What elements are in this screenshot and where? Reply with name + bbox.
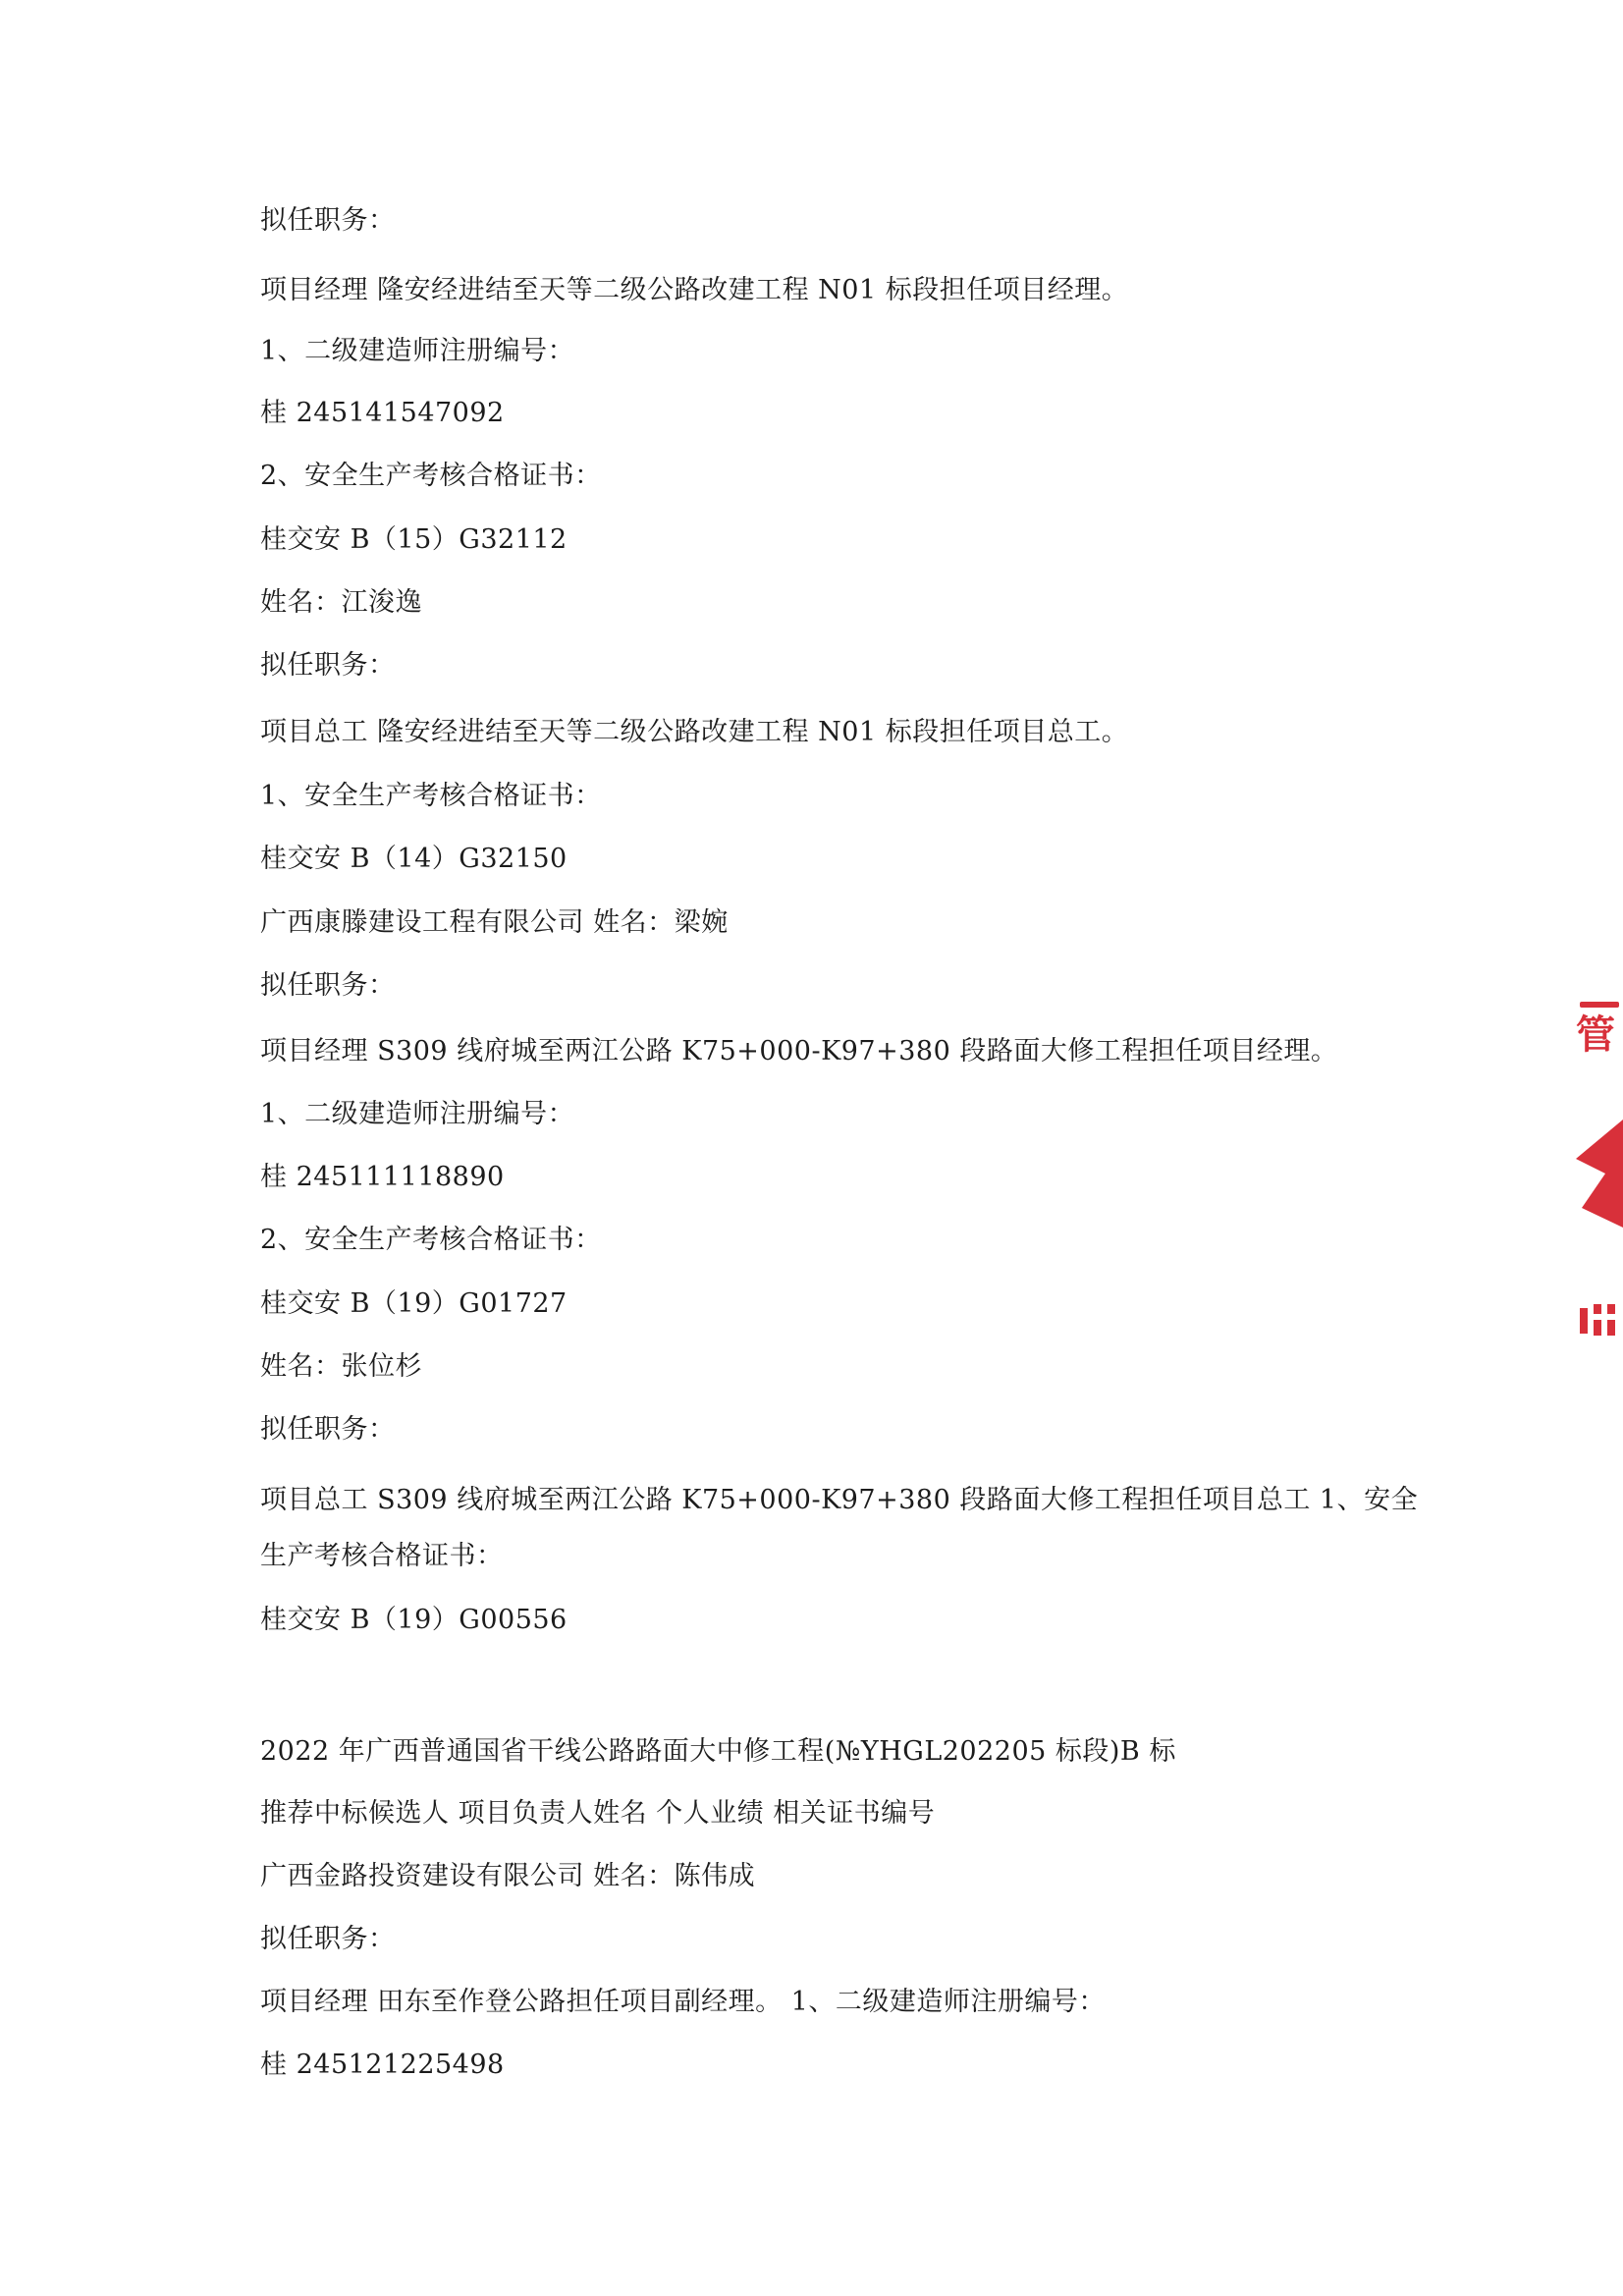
text-line: 广西康滕建设工程有限公司 姓名：梁婉: [260, 907, 729, 938]
text-line: 2、安全生产考核合格证书：: [260, 1225, 602, 1255]
text-line: 拟任职务：: [260, 205, 396, 236]
seal-dots-icon: [1578, 1304, 1621, 1338]
text-line: 桂交安 B（19）G00556: [260, 1605, 568, 1635]
seal-star-icon: [1576, 1120, 1623, 1228]
text-line: 姓名：江浚逸: [260, 587, 422, 618]
text-line: 生产考核合格证书：: [260, 1541, 504, 1571]
text-line: 桂交安 B（19）G01727: [260, 1288, 568, 1319]
section-heading: 2022 年广西普通国省干线公路路面大中修工程(№YHGL202205 标段)B 标: [260, 1736, 1176, 1767]
red-seal-fragment: [1576, 992, 1623, 1345]
text-line: 项目经理 隆安经进结至天等二级公路改建工程 N01 标段担任项目经理。: [260, 275, 1129, 305]
text-line: 姓名：张位杉: [260, 1351, 422, 1382]
text-line: 拟任职务：: [260, 650, 396, 681]
text-line: 拟任职务：: [260, 1924, 396, 1954]
text-line: 项目经理 田东至作登公路担任项目副经理。 1、二级建造师注册编号：: [260, 1987, 1106, 2017]
text-line: 拟任职务：: [260, 1414, 396, 1445]
text-line: 桂 245121225498: [260, 2050, 505, 2080]
text-line: 项目经理 S309 线府城至两江公路 K75+000-K97+380 段路面大修工程担任项目经理。: [260, 1036, 1338, 1066]
seal-character: 管: [1576, 1012, 1615, 1058]
text-line: 1、安全生产考核合格证书：: [260, 781, 602, 811]
seal-bar: [1580, 1002, 1619, 1008]
text-line: 项目总工 隆安经进结至天等二级公路改建工程 N01 标段担任项目总工。: [260, 717, 1129, 747]
text-line: 1、二级建造师注册编号：: [260, 336, 575, 366]
text-line: 广西金路投资建设有限公司 姓名：陈伟成: [260, 1861, 756, 1891]
text-line: 桂交安 B（15）G32112: [260, 524, 568, 555]
text-line: 推荐中标候选人 项目负责人姓名 个人业绩 相关证书编号: [260, 1798, 936, 1829]
text-line: 2、安全生产考核合格证书：: [260, 461, 602, 491]
text-line: 桂 245141547092: [260, 398, 505, 428]
text-line: 桂 245111118890: [260, 1162, 505, 1192]
text-line: 桂交安 B（14）G32150: [260, 844, 568, 874]
text-line: 拟任职务：: [260, 970, 396, 1001]
text-line: 项目总工 S309 线府城至两江公路 K75+000-K97+380 段路面大修工程担任项目总工 1、安全: [260, 1485, 1419, 1515]
text-line: 1、二级建造师注册编号：: [260, 1099, 575, 1129]
